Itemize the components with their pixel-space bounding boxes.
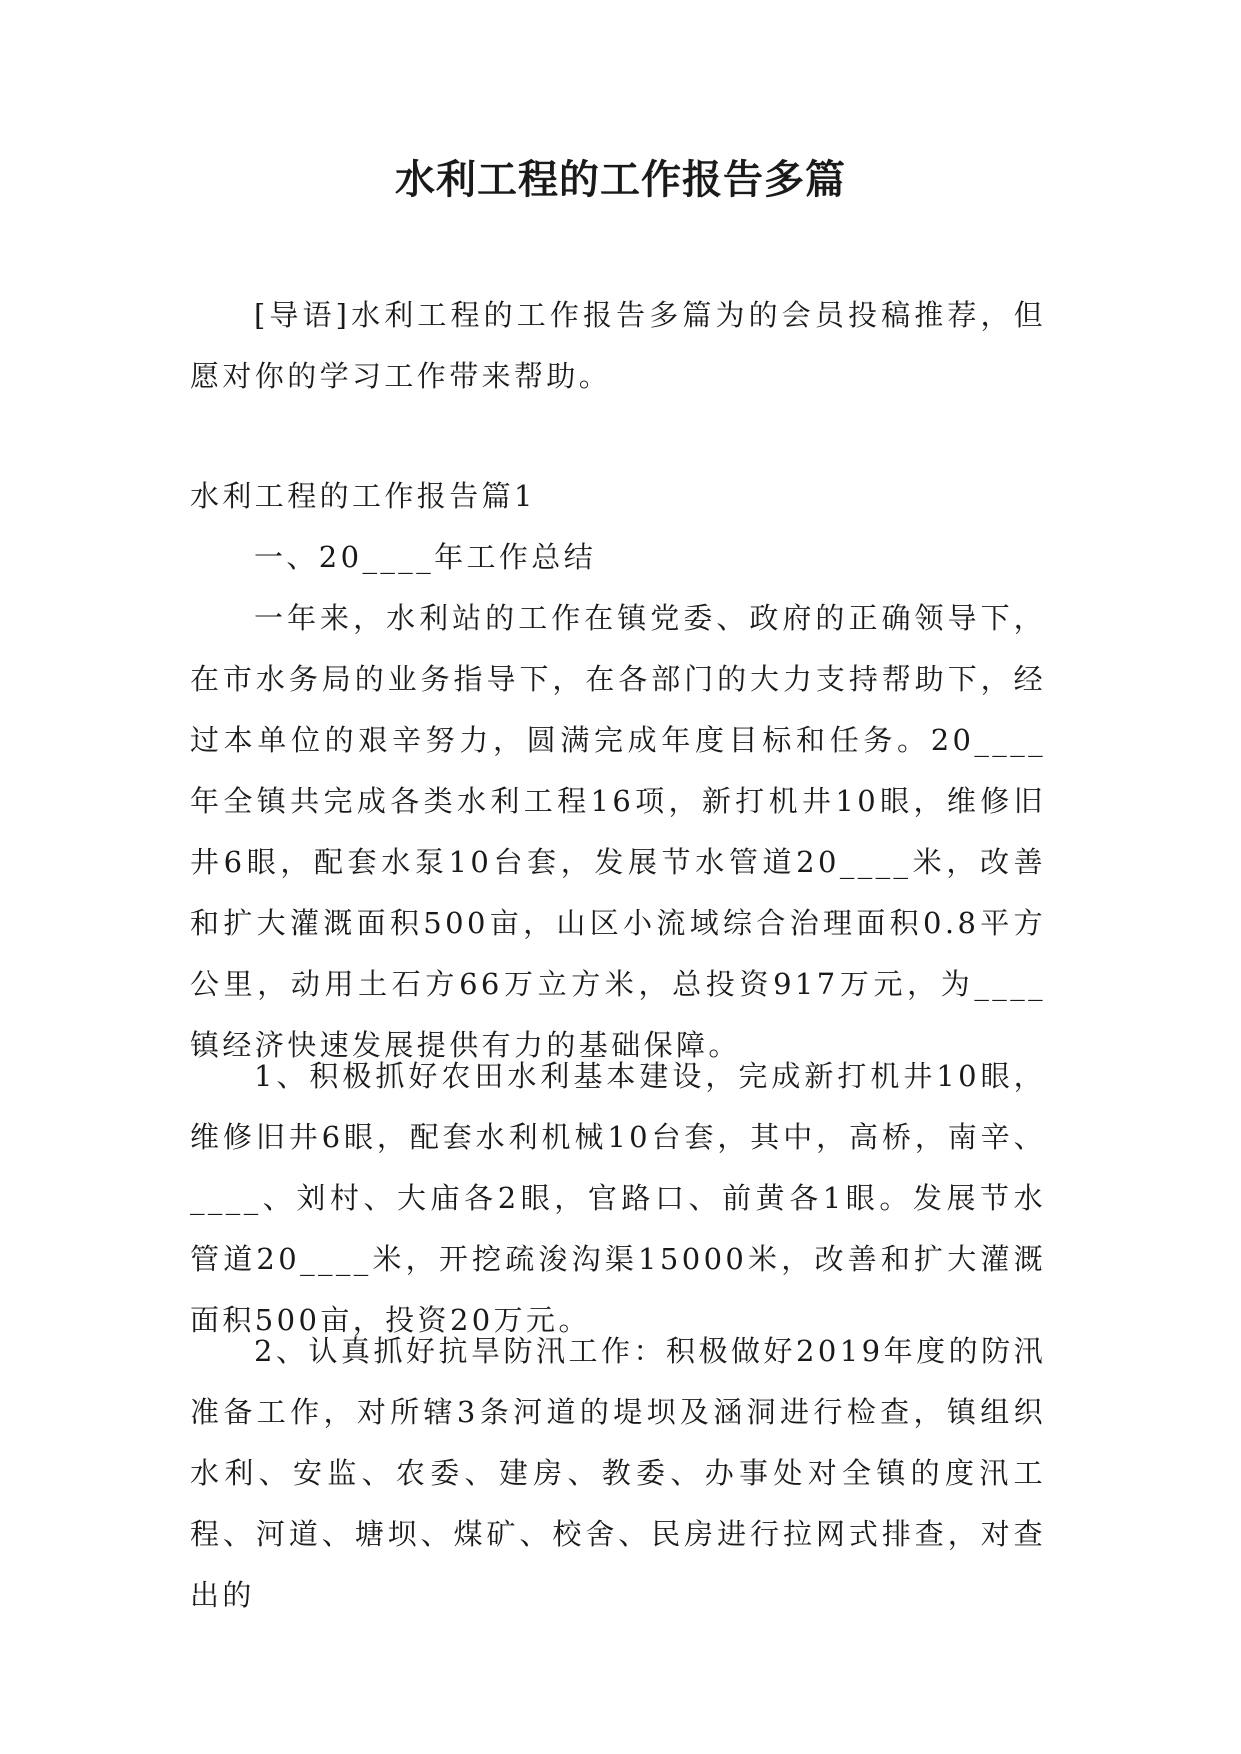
- intro-paragraph: [导语]水利工程的工作报告多篇为的会员投稿推荐，但愿对你的学习工作带来帮助。: [190, 298, 1046, 393]
- body-paragraph: 1、积极抓好农田水利基本建设，完成新打机井10眼，维修旧井6眼，配套水利机械10台套，其中，高桥，南辛、____、刘村、大庙各2眼，官路口、前黄各1眼。发展节水管道20____米，开挖疏浚沟渠15000米，改善和扩大灌溉面积500亩，投资20万元。: [190, 1059, 1046, 1337]
- body-paragraph: 2、认真抓好抗旱防汛工作：积极做好2019年度的防汛准备工作，对所辖3条河道的堤坝及涵洞进行检查，镇组织水利、安监、农委、建房、教委、办事处对全镇的度汛工程、河道、塘坝、煤矿、校舍、民房进行拉网式排查，对查出的: [190, 1334, 1046, 1612]
- body-paragraph: 一年来，水利站的工作在镇党委、政府的正确领导下，在市水务局的业务指导下，在各部门的大力支持帮助下，经过本单位的艰辛努力，圆满完成年度目标和任务。20____年全镇共完成各类水利工程16项，新打机井10眼，维修旧井6眼，配套水泵10台套，发展节水管道20____米，改善和扩大灌溉面积500亩，山区小流域综合治理面积0.8平方公里，动用土石方66万立方米，总投资917万元，为____镇经济快速发展提供有力的基础保障。: [190, 601, 1046, 1062]
- document-title: 水利工程的工作报告多篇: [395, 157, 846, 203]
- sub-heading: 一、20____年工作总结: [254, 540, 597, 574]
- section-heading: 水利工程的工作报告篇1: [190, 479, 536, 513]
